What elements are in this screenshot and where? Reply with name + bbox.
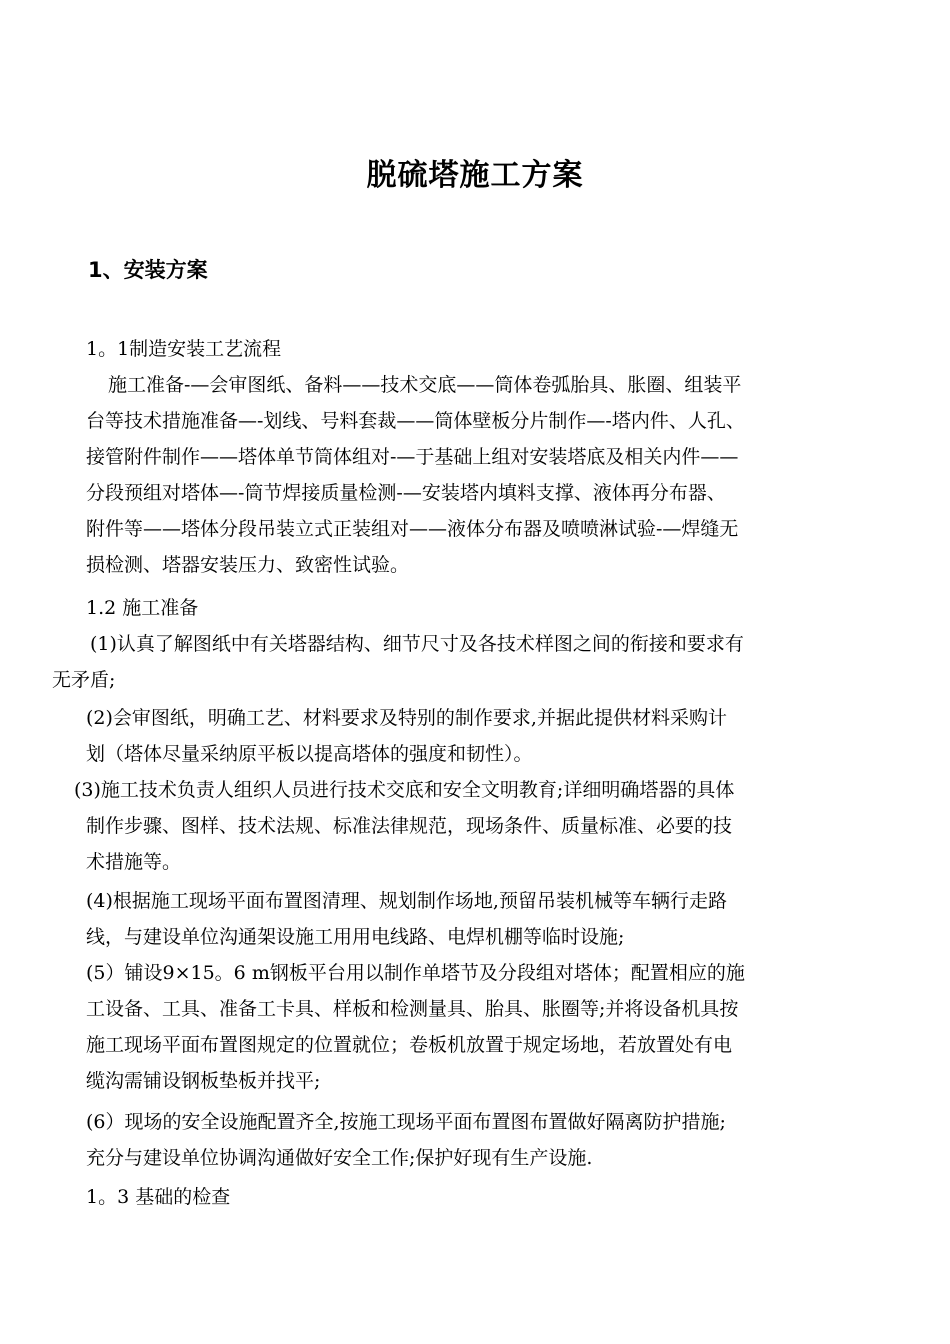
- preparation-item-5-line: 缆沟需铺设钢板垫板并找平;: [86, 1070, 321, 1092]
- process-flow-line: 施工准备-—会审图纸、备料——技术交底——筒体卷弧胎具、胀圈、组装平: [108, 374, 742, 396]
- preparation-item-6-line: 充分与建设单位协调沟通做好安全工作;保护好现有生产设施.: [86, 1147, 593, 1169]
- process-flow-line: 台等技术措施准备—-划线、号料套裁——筒体壁板分片制作—-塔内件、人孔、: [86, 410, 745, 432]
- preparation-item-5-line: 工设备、工具、准备工卡具、样板和检测量具、胎具、胀圈等;并将设备机具按: [86, 998, 739, 1020]
- process-flow-line: 附件等——塔体分段吊装立式正装组对——液体分布器及喷喷淋试验-—焊缝无: [86, 518, 739, 540]
- preparation-item-1-line: 无矛盾;: [52, 669, 116, 691]
- preparation-item-2-line: (2)会审图纸，明确工艺、材料要求及特别的制作要求,并据此提供材料采购计: [86, 707, 727, 729]
- process-flow-line: 损检测、塔器安装压力、致密性试验。: [86, 554, 410, 576]
- preparation-item-3-line: (3)施工技术负责人组织人员进行技术交底和安全文明教育;详细明确塔器的具体: [74, 779, 735, 801]
- process-flow-line: 分段预组对塔体—-筒节焊接质量检测-—安装塔内填料支撑、液体再分布器、: [86, 482, 726, 504]
- section-heading-installation: 1、安装方案: [88, 258, 208, 282]
- preparation-item-3-line: 制作步骤、图样、技术法规、标准法律规范，现场条件、质量标准、必要的技: [86, 815, 733, 837]
- subsection-heading-preparation: 1.2 施工准备: [86, 597, 199, 619]
- preparation-item-4-line: (4)根据施工现场平面布置图清理、规划制作场地,预留吊装机械等车辆行走路: [86, 890, 727, 912]
- preparation-item-4-line: 线，与建设单位沟通架设施工用用电线路、电焊机棚等临时设施;: [86, 926, 625, 948]
- preparation-item-3-line: 术措施等。: [86, 851, 182, 873]
- subsection-heading-process-flow: 1。1制造安装工艺流程: [86, 338, 282, 360]
- preparation-item-2-line: 划（塔体尽量采纳原平板以提高塔体的强度和韧性）。: [86, 743, 533, 765]
- preparation-item-6-line: (6）现场的安全设施配置齐全,按施工现场平面布置图布置做好隔离防护措施;: [86, 1111, 726, 1133]
- preparation-item-1-line: (1)认真了解图纸中有关塔器结构、细节尺寸及各技术样图之间的衔接和要求有: [90, 633, 744, 655]
- subsection-heading-foundation-check: 1。3 基础的检查: [86, 1186, 231, 1208]
- document-title: 脱硫塔施工方案: [366, 158, 584, 193]
- preparation-item-5-line: 施工现场平面布置图规定的位置就位；卷板机放置于规定场地，若放置处有电: [86, 1034, 733, 1056]
- preparation-item-5-line: (5）铺设9×15。6 m钢板平台用以制作单塔节及分段组对塔体；配置相应的施: [86, 962, 745, 984]
- process-flow-line: 接管附件制作——塔体单节筒体组对-—于基础上组对安装塔底及相关内件——: [86, 446, 739, 468]
